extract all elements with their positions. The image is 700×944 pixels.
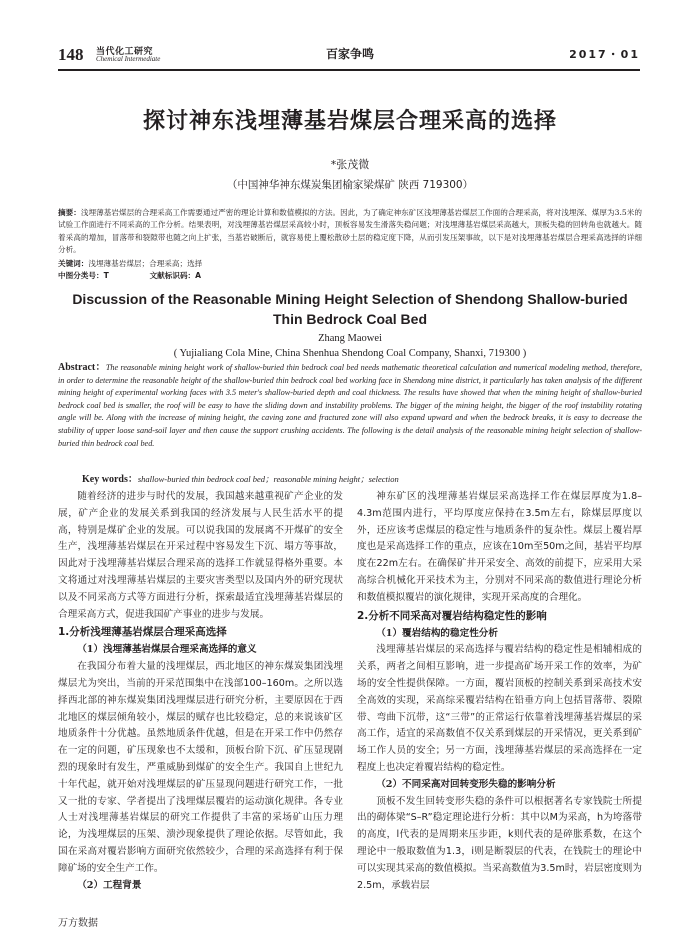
article-title-cn: 探讨神东浅埋薄基岩煤层合理采高的选择 [142, 109, 557, 134]
keywords-en-text: shallow-buried thin bedrock coal bed；reasonable mining height；selection [137, 474, 399, 484]
section-title: 百家争鸣 [325, 47, 374, 61]
subsection-heading: （2）工程背景 [77, 879, 142, 891]
keywords-cn-label: 关键词： [58, 259, 89, 268]
affiliation-cn: （中国神华神东煤炭集团榆家梁煤矿 陕西 719300） [226, 179, 474, 191]
body-column-left [58, 489, 343, 894]
abstract-cn-label: 摘要： [58, 208, 81, 217]
abstract-en [58, 362, 642, 450]
doc-code-value: A [195, 271, 202, 280]
abstract-en-text: The reasonable mining height work of shallow-buried thin bedrock coal bed needs mathematic theoretical calculation and numerical modeling method, therefore, in order to determine the reasonable height of the shallow-buried thin bedrock coal bed working face in Shendong mine district, it particularly has taken analysis of the different mining height of experimental working faces with 3.5 meter's shallow-buried depth and coal thickness. The results have showed that when the mining height of shallow-buried bedrock coal bed is smaller, the roof will be easy to have the sliding down and instability problems. The bigger of the mining height, the bigger of the roof instability rotating angle will be. Along with the increase of mining height, the caving zone and fractured zone will also expand upward and when the bedrock breaks, it is easy to decrease the stability of upper loose sand-soil layer and then cause the support crushing accidents. The following is the detail analysis of the reasonable mining height selection of shallow-buried thin bedrock coal bed. [58, 363, 642, 448]
clc-value: T [103, 271, 109, 280]
keywords-cn [58, 258, 202, 269]
section-heading: 2.分析不同采高对覆岩结构稳定性的影响 [357, 609, 547, 622]
section-heading: 1.分析浅埋薄基岩煤层合理采高选择 [58, 626, 227, 639]
body-paragraph: 浅埋薄基岩煤层的采高选择与覆岩结构的稳定性是相辅相成的关系，两者之间相互影响，进一步提高矿场开采工作的效率，为矿场的安全性提供保障。一方面，覆岩顶板的控制关系到采高技术安全高效的实现，采高综采覆岩结构在铅垂方向上包括冒落带、裂隙带、弯曲下沉带，这“三带”的正常运行依靠着浅埋薄基岩煤层的采高工作，适宜的采高数值不仅关系到煤层的开采情况，更关系到矿场工作人员的安全；另一方面，浅埋薄基岩煤层的采高选择在一定程度上也决定着覆岩结构的稳定性。 [357, 644, 642, 773]
body-paragraph: 顶板不发生回转变形失稳的条件可以根据著名专家钱院士所提出的砌体梁“S–R”稳定理论进行分析：其中以M为采高，h为垮落带的高度，l代表的是周期来压步距，k则代表的是碎胀系数，在这个理论中一般取数值为1.3，i则是断裂层的代表，在钱院士的理论中可以实现其采高的数值模拟。当采高数值为3.5m时，岩层密度则为2.5m，承载岩层 [357, 795, 642, 891]
keywords-en-label: Key words： [82, 474, 138, 485]
journal-name-en: Chemical Intermediate [96, 55, 161, 63]
header-divider [58, 69, 640, 71]
subsection-heading: （2）不同采高对回转变形失稳的影响分析 [376, 778, 556, 790]
clc-label: 中图分类号： [58, 271, 104, 280]
doc-code-label: 文献标识码： [149, 271, 196, 280]
body-paragraph: 随着经济的进步与时代的发展，我国越来越重视矿产企业的发展，矿产企业的发展关系到我国的经济发展与人民生活水平的提高，特别是煤矿企业的发展。可以说我国的发展离不开煤矿的安全生产，浅埋薄基岩煤层在开采过程中容易发生下沉、塌方等事故，因此对于浅埋薄基岩煤层合理采高的选择工作就显得格外重要。本文将通过对浅埋薄基岩煤层的主要灾害类型以及国内外的研究现状以及不同采高方式等方面进行分析，探索最适宜浅埋薄基岩煤层的合理采高方式，促进我国矿产事业的进步与发展。 [58, 491, 343, 620]
abstract-cn [58, 207, 642, 257]
keywords-cn-text: 浅埋薄基岩煤层；合理采高；选择 [88, 259, 203, 268]
classification-line [58, 270, 201, 281]
body-column-right [357, 489, 642, 894]
author-en: Zhang Maowei [318, 333, 382, 344]
subsection-heading: （1）覆岩结构的稳定性分析 [376, 627, 498, 639]
subsection-heading: （1）浅埋薄基岩煤层合理采高选择的意义 [77, 644, 257, 656]
abstract-cn-text: 浅埋薄基岩煤层的合理采高工作需要通过严密的理论计算和数值模拟的方法。因此，为了确定神东矿区浅埋薄基岩煤层工作面的合理采高，将对浅埋深、煤厚为3.5米的试验工作面进行不同采高的工作分析。结果表明，对浅埋薄基岩煤层采高较小时，顶板容易发生滑落失稳问题；对浅埋薄基岩煤层采高越大，顶板失稳的回转角也就越大。随着采高的增加，冒落带和裂隙带也随之向上扩张，当基岩破断后，就容易使上覆松散砂土层的稳定度下降，从而引发压架事故，以下是对浅埋薄基岩煤层合理采高选择的详细分析。 [58, 208, 643, 255]
body-paragraph: 在我国分布着大量的浅埋煤层，西北地区的神东煤炭集团浅埋煤层尤为突出，当前的开采范围集中在浅部100–160m。之所以选择西北部的神东煤炭集团浅埋煤层进行研究分析，主要原因在于西北地区的煤层倾角较小，煤层的赋存也比较稳定，总的来说该矿区地质条件十分优越。虽然地质条件优越，但是在开采工作中仍然存在一定的问题，矿压现象也不太缓和，顶板台阶下沉、矿压显现剧烈的现象时有发生，严重威胁到煤矿的安全生产。我国自上世纪九十年代起，就开始对浅埋煤层的矿压显现问题进行研究工作，一批又一批的专家、学者提出了浅埋煤层覆岩的运动演化规律。各专业人士对浅埋薄基岩煤层的研究工作提供了丰富的采场矿山压力理论，为浅埋煤层的压架、溃沙现象提供了理论依据。尽管如此，我国在采高对覆岩影响方面研究依然较少，合理的采高选择有利于保障矿场的安全生产工作。 [58, 661, 343, 874]
affiliation-en: ( Yujialiang Cola Mine, China Shenhua Shendong Coal Company, Shanxi, 719300 ) [173, 348, 527, 359]
journal-name-cn: 当代化工研究 [96, 47, 154, 57]
article-title-en: Discussion of the Reasonable Mining Height Selection of Shendong Shallow-buried Thin Bedrock Coal Bed [72, 291, 628, 327]
footer-watermark: 万方数据 [58, 918, 98, 929]
page-number: 148 [58, 45, 84, 64]
abstract-en-label: Abstract： [58, 362, 106, 373]
keywords-en [82, 470, 399, 485]
author-cn: *张茂微 [330, 158, 370, 171]
body-paragraph: 神东矿区的浅埋薄基岩煤层采高选择工作在煤层厚度为1.8–4.3m范围内进行，平均厚度应保持在3.5m左右，除煤层厚度以外，还应该考虑煤层的稳定性与地质条件的复杂性。煤层上覆岩厚度也是采高选择工作的重点，应该在10m至50m之间，基岩平均厚度在22m左右。在确保矿井开采安全、高效的前提下，应采用大采高综合机械化开采技术为主，分别对不同采高的数值进行理论分析和数值模拟覆岩的演化规律，实现开采高度的合理化。 [357, 491, 642, 603]
issue-date: 2017・01 [569, 48, 640, 61]
